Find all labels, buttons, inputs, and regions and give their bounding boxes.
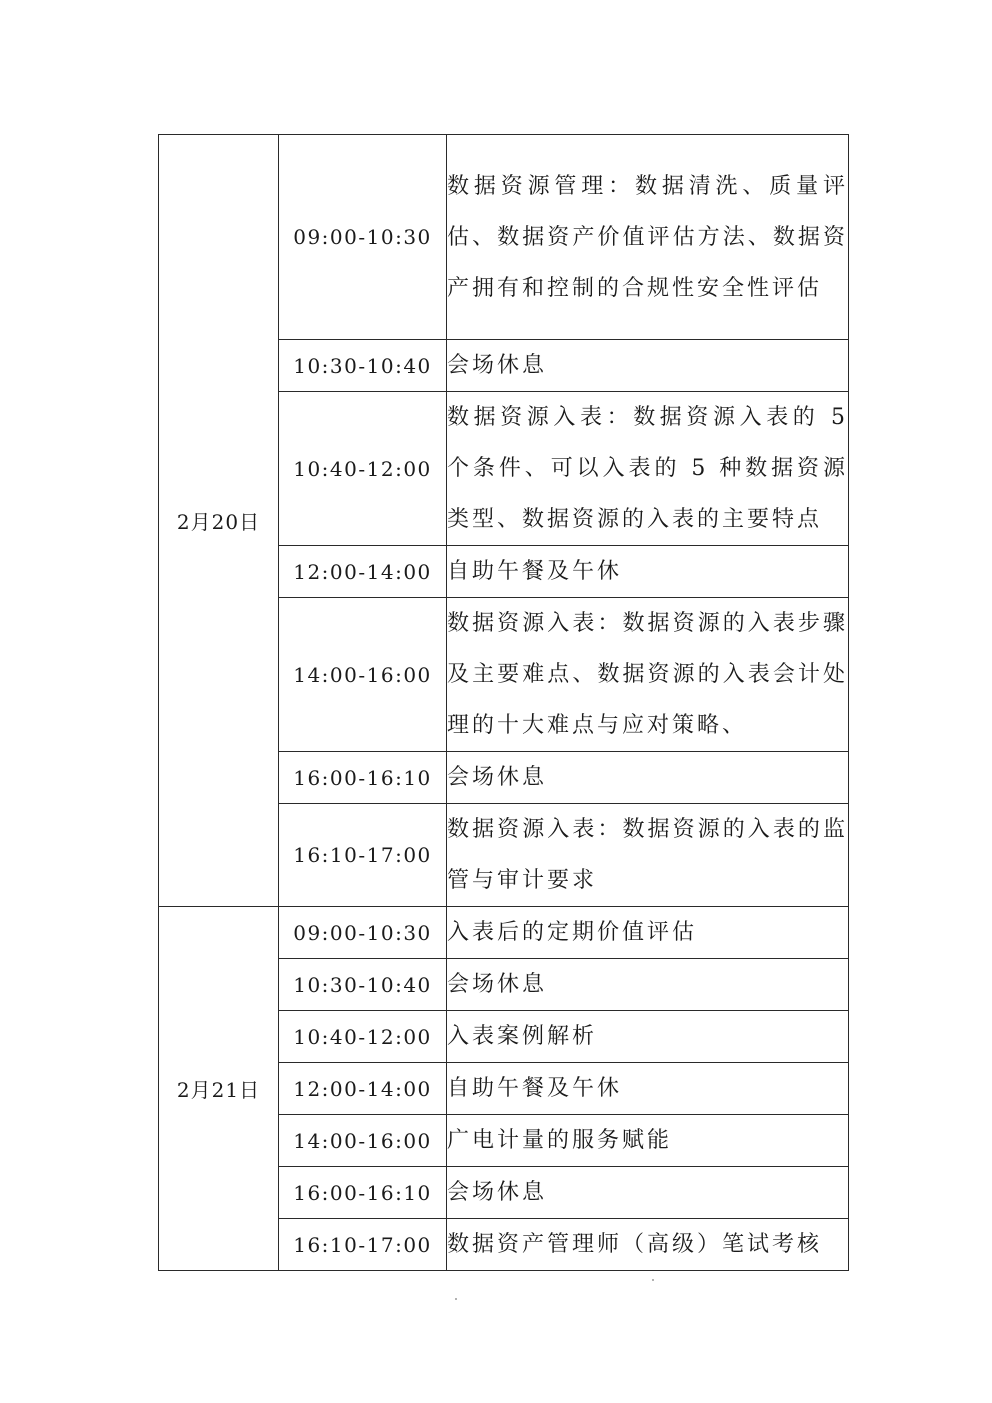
time-cell: 09:00-10:30 — [279, 907, 447, 959]
time-cell: 16:00-16:10 — [279, 752, 447, 804]
topic-cell: 数据资源入表：数据资源入表的 5 个条件、可以入表的 5 种数据资源类型、数据资源的入表的主要特点 — [447, 392, 849, 546]
time-cell: 10:30-10:40 — [279, 340, 447, 392]
topic-cell: 会场休息 — [447, 1167, 849, 1219]
topic-cell: 入表后的定期价值评估 — [447, 907, 849, 959]
table-row — [159, 135, 849, 340]
date-cell: 2月20日 — [159, 135, 279, 907]
topic-cell: 广电计量的服务赋能 — [447, 1115, 849, 1167]
table-row — [159, 907, 849, 959]
time-cell: 10:30-10:40 — [279, 959, 447, 1011]
topic-cell: 数据资源入表：数据资源的入表的监管与审计要求 — [447, 804, 849, 907]
schedule-table — [158, 134, 849, 1271]
time-cell: 14:00-16:00 — [279, 1115, 447, 1167]
time-cell: 16:10-17:00 — [279, 804, 447, 907]
time-cell: 12:00-14:00 — [279, 1063, 447, 1115]
scan-speck — [652, 1279, 654, 1281]
time-cell: 10:40-12:00 — [279, 392, 447, 546]
topic-cell: 入表案例解析 — [447, 1011, 849, 1063]
topic-cell: 自助午餐及午休 — [447, 546, 849, 598]
scan-speck — [455, 1298, 457, 1300]
topic-cell: 会场休息 — [447, 959, 849, 1011]
topic-cell: 数据资产管理师（高级）笔试考核 — [447, 1219, 849, 1271]
topic-cell: 会场休息 — [447, 340, 849, 392]
time-cell: 09:00-10:30 — [279, 135, 447, 340]
topic-cell: 数据资源管理：数据清洗、质量评估、数据资产价值评估方法、数据资产拥有和控制的合规性安全性评估 — [447, 135, 849, 340]
time-cell: 10:40-12:00 — [279, 1011, 447, 1063]
time-cell: 16:00-16:10 — [279, 1167, 447, 1219]
time-cell: 16:10-17:00 — [279, 1219, 447, 1271]
time-cell: 14:00-16:00 — [279, 598, 447, 752]
topic-cell: 自助午餐及午休 — [447, 1063, 849, 1115]
time-cell: 12:00-14:00 — [279, 546, 447, 598]
topic-cell: 会场休息 — [447, 752, 849, 804]
topic-cell: 数据资源入表：数据资源的入表步骤及主要难点、数据资源的入表会计处理的十大难点与应对策略、 — [447, 598, 849, 752]
date-cell: 2月21日 — [159, 907, 279, 1271]
